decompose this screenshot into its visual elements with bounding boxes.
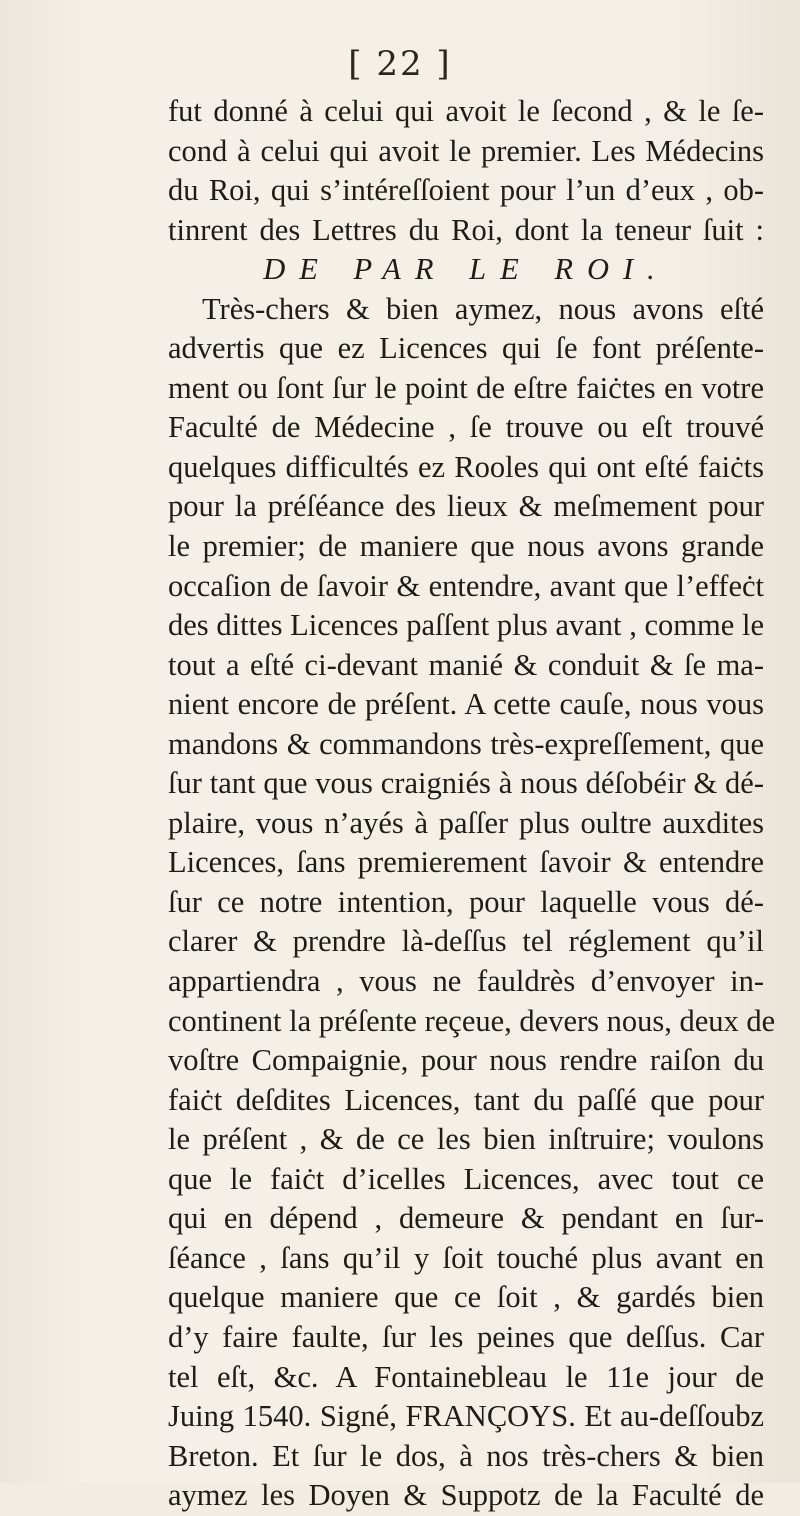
- text-line: Faculté de Médecine , ſe trouve ou eſt trouvé: [168, 410, 764, 445]
- text-line: quelque maniere que ce ſoit , & gardés bien: [168, 1280, 764, 1315]
- text-line: occaſion de ſavoir & entendre, avant que l’effeċt: [168, 568, 764, 603]
- text-line: ſur tant que vous craigniés à nous déſobéir & dé-: [168, 766, 764, 801]
- text-line: Licences, ſans premierement ſavoir & entendre: [168, 845, 764, 880]
- text-line: ſur ce notre intention, pour laquelle vous dé-: [168, 884, 764, 919]
- text-line: mandons & commandons très-expreſſement, que: [168, 726, 764, 761]
- text-line: Breton. Et ſur le dos, à nos très-chers & bien: [168, 1438, 764, 1473]
- text-line: faiċt deſdites Licences, tant du paſſé que pour: [168, 1082, 764, 1117]
- text-line: advertis que ez Licences qui ſe font préſente-: [168, 331, 764, 366]
- text-line: aymez les Doyen & Suppotz de la Faculté de: [168, 1478, 764, 1513]
- text-line: ment ou ſont ſur le point de eſtre faiċtes en votre: [168, 370, 764, 405]
- letter-heading: DE PAR LE ROI.: [263, 252, 669, 287]
- text-line: voſtre Compaignie, pour nous rendre raiſon du: [168, 1043, 764, 1078]
- body-text: [168, 92, 776, 1516]
- text-line: appartiendra , vous ne fauldrès d’envoyer in-: [168, 964, 764, 999]
- text-line: nient encore de préſent. A cette cauſe, nous vous: [168, 687, 764, 722]
- text-line: tel eſt, &c. A Fontainebleau le 11e jour de: [168, 1359, 764, 1394]
- text-line: le premier; de maniere que nous avons grande: [168, 529, 764, 564]
- text-line: Très-chers & bien aymez, nous avons eſté: [202, 291, 764, 326]
- text-line: qui en dépend , demeure & pendant en ſur-: [168, 1201, 764, 1236]
- text-line: ſéance , ſans qu’il y ſoit touché plus avant en: [168, 1240, 764, 1275]
- text-line: des dittes Licences paſſent plus avant , comme le: [168, 608, 764, 643]
- text-line: continent la préſente reçeue, devers nous, deux de: [168, 1003, 776, 1038]
- text-line: tinrent des Lettres du Roi, dont la teneur ſuit :: [168, 212, 764, 247]
- page-number: [ 22 ]: [348, 44, 452, 84]
- text-line: clarer & prendre là-deſſus tel réglement qu’il: [168, 924, 764, 959]
- text-line: que le faiċt d’icelles Licences, avec tout ce: [168, 1161, 764, 1196]
- text-line: pour la préſéance des lieux & meſmement pour: [168, 489, 764, 524]
- text-line: du Roi, qui s’intéreſſoient pour l’un d’eux , ob-: [168, 173, 764, 208]
- text-line: tout a eſté ci-devant manié & conduit & ſe ma-: [168, 647, 764, 682]
- text-line: cond à celui qui avoit le premier. Les Médecins: [168, 133, 764, 168]
- text-line: Juing 1540. Signé, FRANÇOYS. Et au-deſſoubz: [168, 1399, 764, 1434]
- text-line: plaire, vous n’ayés à paſſer plus oultre auxdites: [168, 805, 764, 840]
- text-line: fut donné à celui qui avoit le ſecond , & le ſe-: [168, 94, 764, 128]
- text-line: le préſent , & de ce les bien inſtruire; voulons: [168, 1122, 764, 1157]
- text-line: d’y faire faulte, ſur les peines que deſſus. Car: [168, 1319, 764, 1354]
- text-line: quelques difficultés ez Rooles qui ont eſté faiċts: [168, 449, 764, 484]
